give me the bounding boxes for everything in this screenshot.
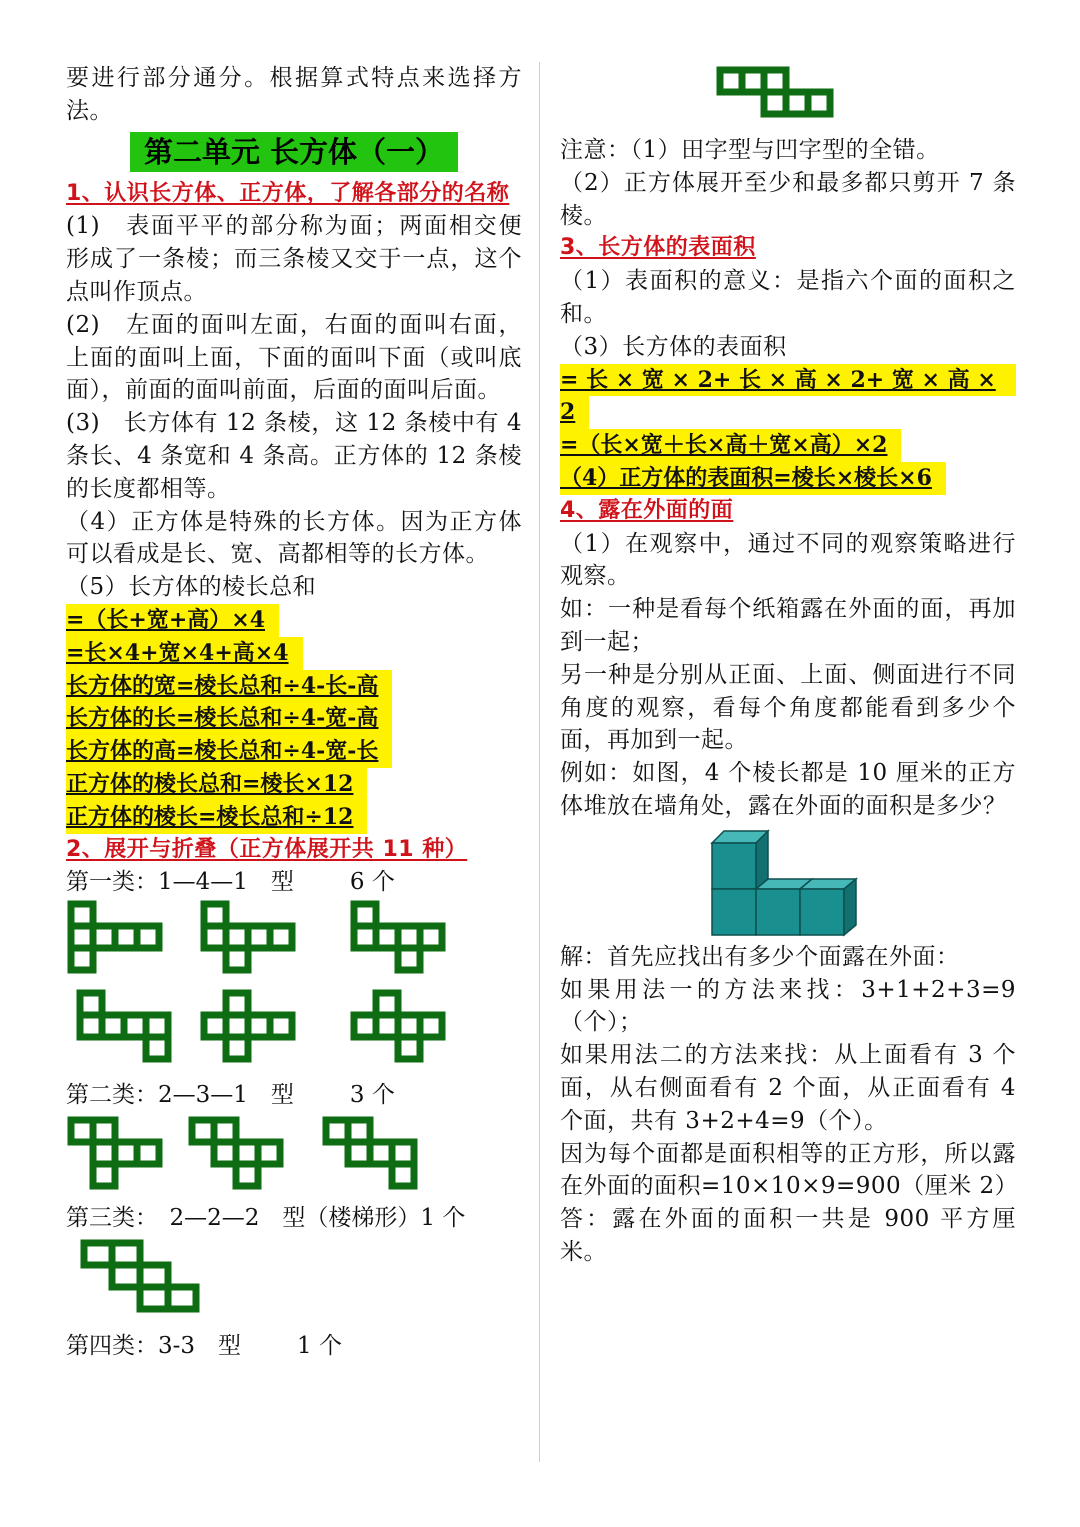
section-1-heading: 1、认识长方体、正方体，了解各部分的名称 xyxy=(66,180,510,206)
net-diagram xyxy=(720,70,830,114)
paragraph-4: （4）正方体是特殊的长方体。因为正方体可以看成是长、宽、高都相等的长方体。 xyxy=(66,508,522,568)
type-3-nets xyxy=(66,1235,522,1330)
solution-step-3: 如果用法二的方法来找：从上面看有 3 个面，从右侧面看有 2 个面，从正面看有 4 个面，共有 3+2+4=9（个）。 xyxy=(560,1042,1016,1134)
net-diagram xyxy=(354,904,442,970)
solution-step-4: 因为每个面都是面积相等的正方形，所以露在外面的面积=10×10×9=900（厘米 2） xyxy=(560,1140,1019,1200)
section-2-heading: 2、展开与折叠（正方体展开共 11 种） xyxy=(66,836,468,862)
column-divider xyxy=(539,62,540,1462)
unit-title: 第二单元 长方体（一） xyxy=(130,132,458,172)
paragraph-5: （5）长方体的棱长总和 xyxy=(66,574,317,601)
formula-line: =（长+宽+高）×4 xyxy=(66,604,279,637)
note-1: 注意：（1）田字型与凹字型的全错。 xyxy=(560,137,940,163)
net-diagram xyxy=(80,993,168,1059)
solution-step-1: 解：首先应找出有多少个面露在外面： xyxy=(560,943,960,970)
method-2-text: 另一种是分别从正面、上面、侧面进行不同角度的观察，看每个角度都能看到多少个面，再加到一起。 xyxy=(560,661,1016,754)
formula-line: 正方体的棱长总和=棱长×12 xyxy=(66,768,367,801)
type-3-label xyxy=(66,1202,522,1235)
type-4-count: 1 个 xyxy=(297,1332,342,1359)
surface-formula-line: =（长×宽＋长×高＋宽×高）×2 xyxy=(560,429,901,462)
net-diagram xyxy=(204,993,292,1059)
net-diagram xyxy=(71,904,159,970)
observation-text: （1）在观察中，通过不同的观察策略进行观察。 xyxy=(560,530,1016,590)
surface-formula-line: （4）正方体的表面积=棱长×棱长×6 xyxy=(560,462,946,495)
surface-formula-line: = 长 × 宽 × 2+ 长 × 高 × 2+ 宽 × 高 × xyxy=(560,364,1016,397)
answer-text: 答：露在外面的面积一共是 900 平方厘米。 xyxy=(560,1206,1016,1265)
formula-line: 长方体的高=棱长总和÷4-宽-长 xyxy=(66,735,392,768)
type-3-name: 第三类： 2—2—2 型（楼梯形）1 个 xyxy=(66,1204,466,1231)
paragraph-2: (2) 左面的面叫左面，右面的面叫右面，上面的面叫上面，下面的面叫下面（或叫底面），前面的面叫前面，后面的面叫后面。 xyxy=(66,311,522,404)
type-4-net xyxy=(560,64,1016,134)
right-column xyxy=(560,64,1019,1269)
type-2-name: 第二类：2—3—1 型 xyxy=(66,1082,294,1109)
type-4-label xyxy=(66,1330,522,1363)
formula-line: 长方体的长=棱长总和÷4-宽-高 xyxy=(66,702,392,735)
type-2-count: 3 个 xyxy=(349,1082,395,1109)
surface-meaning: （1）表面积的意义：是指六个面的面积之和。 xyxy=(560,268,1016,327)
intro-text: 要进行部分通分。根据算式特点来选择方法。 xyxy=(66,65,522,124)
type-2-nets xyxy=(66,1112,522,1202)
left-column xyxy=(66,62,522,1363)
section-3-heading: 3、长方体的表面积 xyxy=(560,235,756,261)
type-1-label xyxy=(66,866,522,899)
type-1-nets xyxy=(66,899,522,1079)
net-diagram xyxy=(204,904,292,970)
type-1-count: 6 个 xyxy=(349,869,395,896)
net-diagram xyxy=(326,1120,414,1186)
section-4-heading: 4、露在外面的面 xyxy=(560,497,734,523)
stacked-cubes-figure xyxy=(560,823,1016,941)
type-2-label xyxy=(66,1079,522,1112)
net-diagram xyxy=(354,993,442,1059)
net-diagram xyxy=(192,1120,280,1186)
method-1-text: 如：一种是看每个纸箱露在外面的面，再加到一起； xyxy=(560,596,1016,655)
formula-line: 长方体的宽=棱长总和÷4-长-高 xyxy=(66,670,392,703)
net-diagram xyxy=(84,1243,196,1309)
type-1-name: 第一类：1—4—1 型 xyxy=(66,869,294,896)
net-diagram xyxy=(71,1120,159,1186)
paragraph-3: (3) 长方体有 12 条棱，这 12 条棱中有 4 条长、4 条宽和 4 条高。正方体的 12 条棱的长度都相等。 xyxy=(66,410,522,502)
solution-step-2: 如果用法一的方法来找：3+1+2+3=9（个）； xyxy=(560,976,1016,1036)
type-4-name: 第四类：3-3 型 xyxy=(66,1332,242,1359)
surface-formula-line: 2 xyxy=(560,396,589,429)
paragraph-1: (1) 表面平平的部分称为面；两面相交便形成了一条棱；而三条棱又交于一点，这个点叫作顶点。 xyxy=(66,213,522,305)
example-text: 例如：如图，4 个棱长都是 10 厘米的正方体堆放在墙角处，露在外面的面积是多少？ xyxy=(560,760,1016,819)
note-2: （2）正方体展开至少和最多都只剪开 7 条棱。 xyxy=(560,169,1016,229)
surface-formula-title: （3）长方体的表面积 xyxy=(560,333,787,360)
formula-line: 正方体的棱长=棱长总和÷12 xyxy=(66,801,367,834)
formula-line: =长×4+宽×4+高×4 xyxy=(66,637,303,670)
